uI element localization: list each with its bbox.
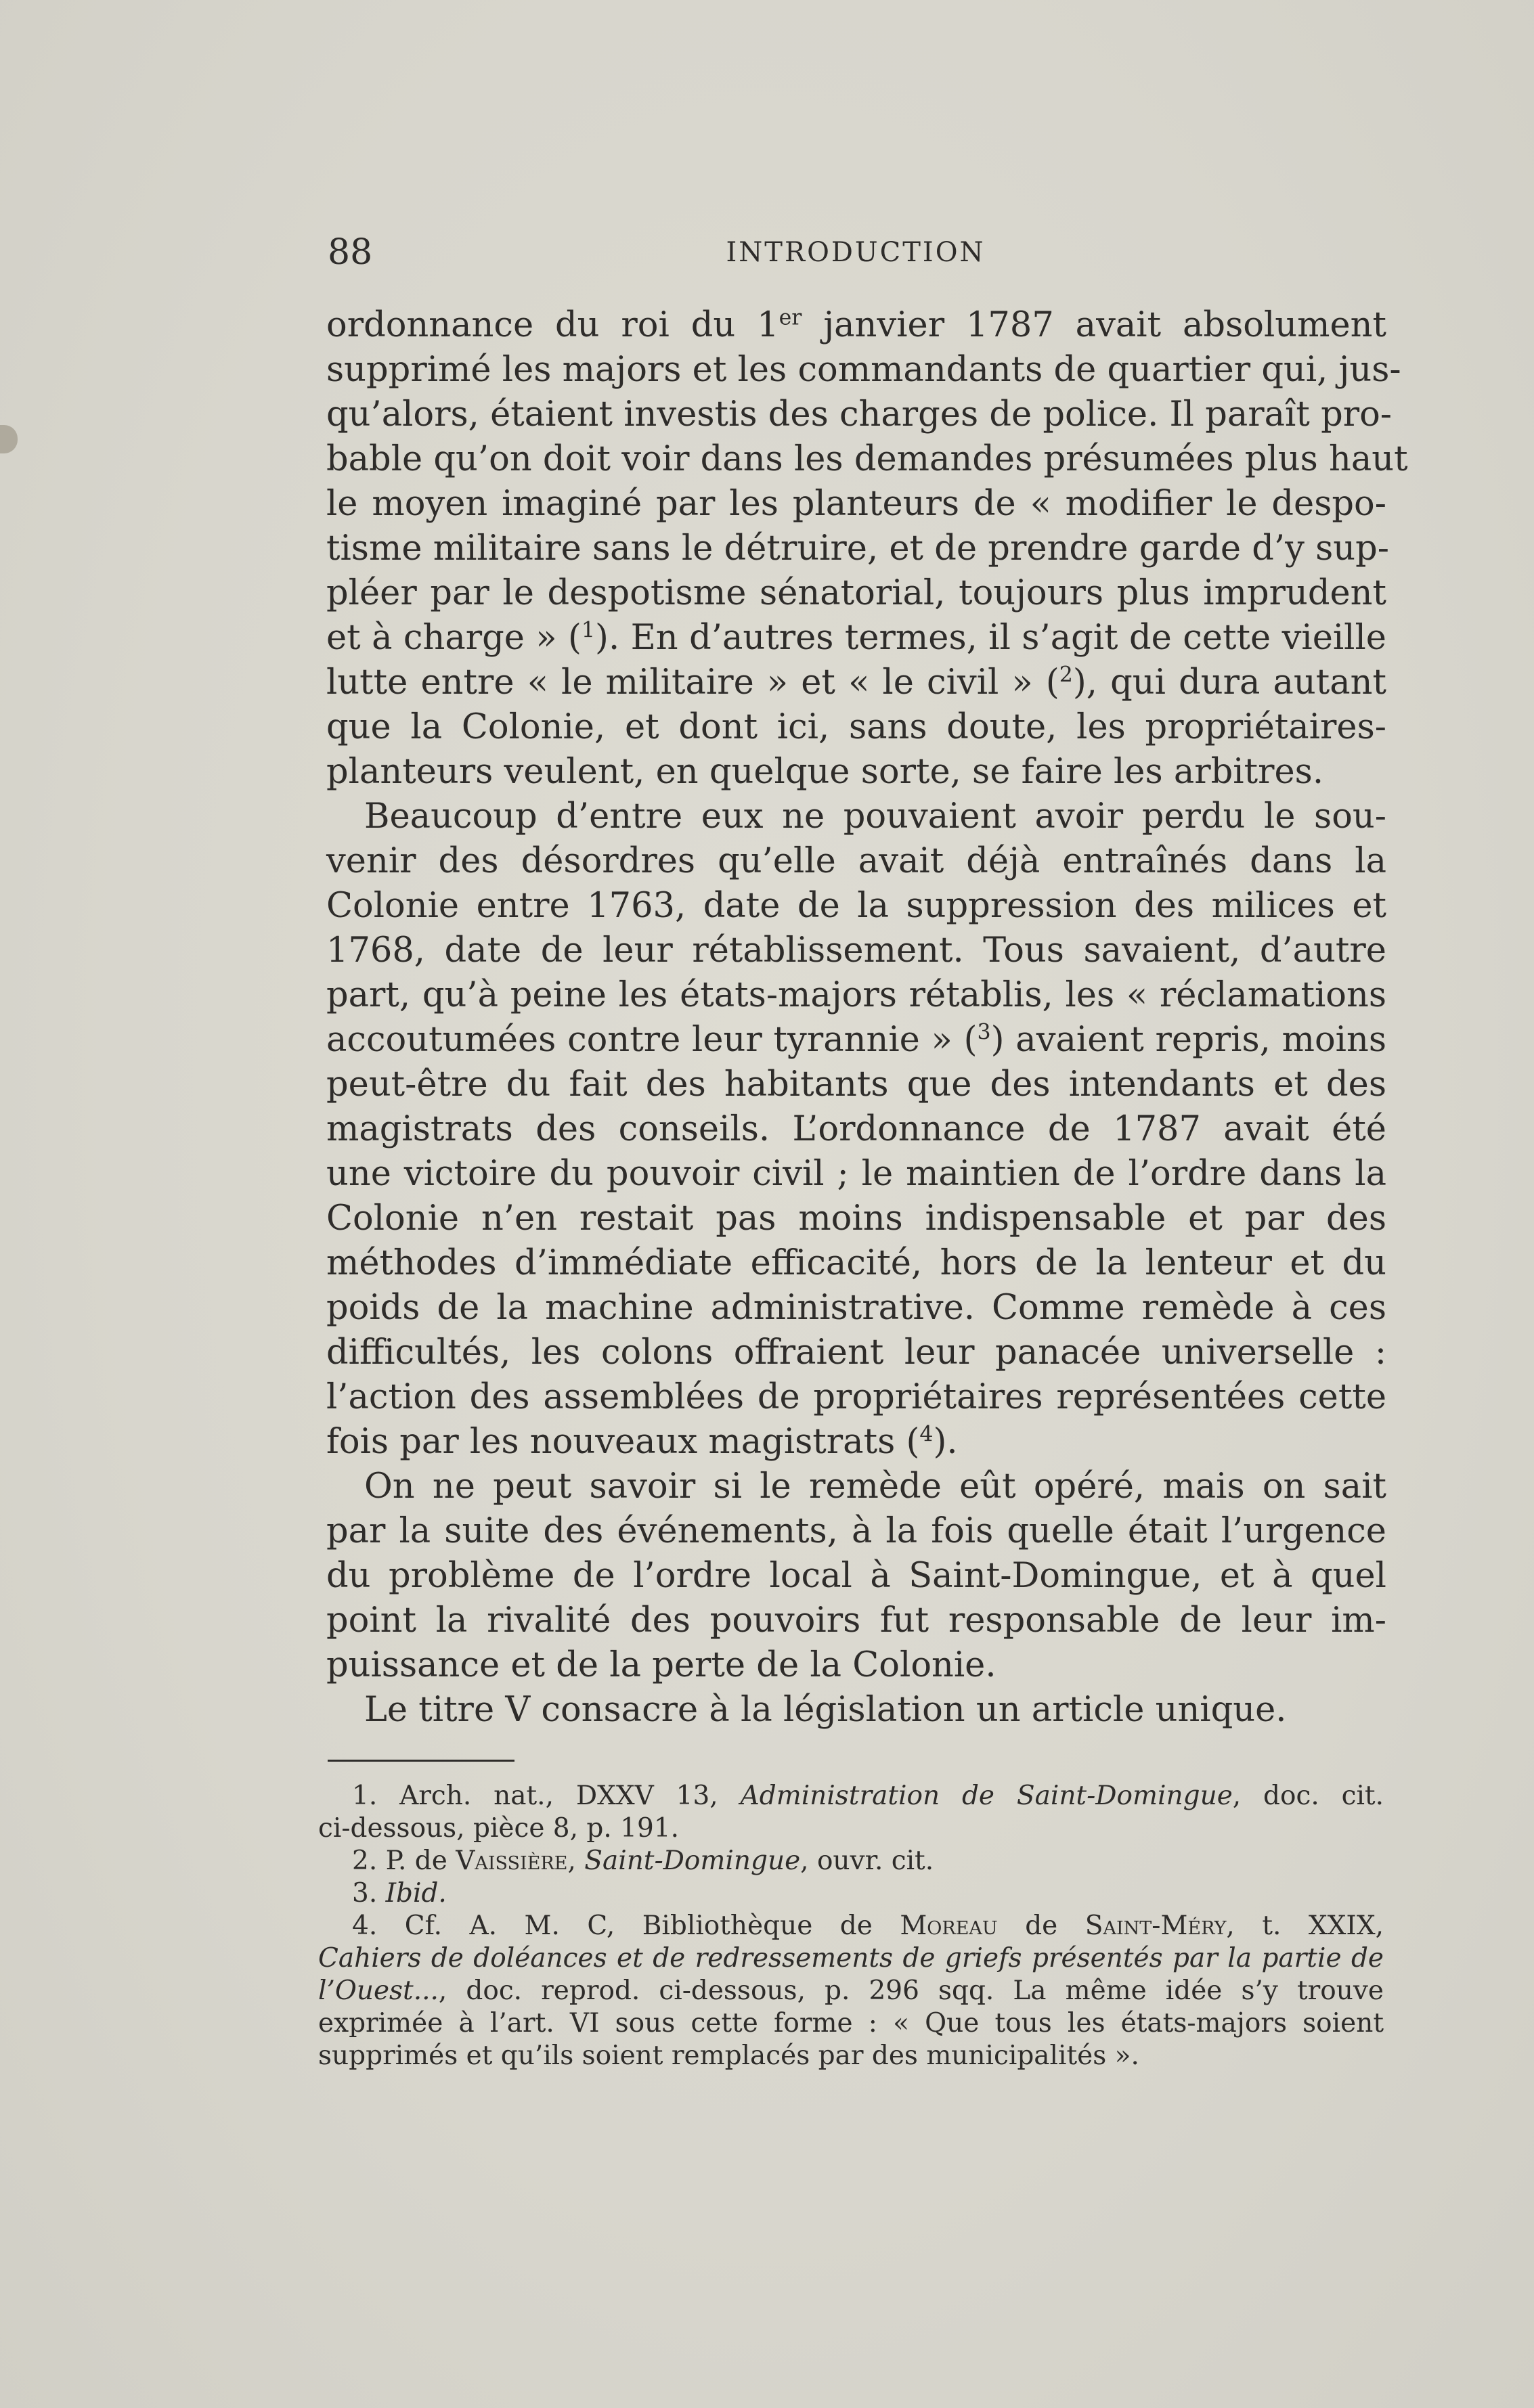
text-line: fois par les nouveaux magistrats ($^4$).	[326, 1422, 958, 1462]
text-line: magistrats des conseils. L’ordonnance de 1787 avait été	[326, 1109, 1386, 1149]
footnote-1: 1. Arch. nat., DXXV 13, Administration de Saint-Domingue, doc. cit.	[352, 1781, 1384, 1811]
text-line: accoutumées contre leur tyrannie » ($^3$) avaient repris, moins	[326, 1020, 1387, 1060]
text-line: méthodes d’immédiate efficacité, hors de la lenteur et du	[326, 1243, 1386, 1283]
text-line: planteurs veulent, en quelque sorte, se faire les arbitres.	[326, 752, 1324, 792]
text-line: que la Colonie, et dont ici, sans doute, les propriétaires-	[326, 707, 1386, 747]
text-line: une victoire du pouvoir civil ; le maintien de l’ordre dans la	[326, 1154, 1386, 1194]
text-line: difficultés, les colons offraient leur panacée universelle :	[326, 1333, 1386, 1373]
text-line: Colonie n’en restait pas moins indispensable et par des	[326, 1199, 1386, 1239]
footnote-3: 3. Ibid.	[352, 1878, 447, 1909]
footnote-separator	[328, 1760, 514, 1762]
footnote-4-continued: l’Ouest..., doc. reprod. ci-dessous, p. 296 sqq. La même idée s’y trouve	[318, 1976, 1384, 2006]
text-line: venir des désordres qu’elle avait déjà entraînés dans la	[326, 841, 1386, 881]
text-line: qu’alors, étaient investis des charges de police. Il paraît pro-	[326, 395, 1393, 434]
footnotes	[318, 1780, 1384, 2072]
text-line: du problème de l’ordre local à Saint-Domingue, et à quel	[326, 1556, 1386, 1596]
text-line: bable qu’on doit voir dans les demandes présumées plus haut	[326, 439, 1408, 479]
page-header	[328, 229, 1384, 276]
text-line: part, qu’à peine les états-majors rétablis, les « réclamations	[326, 975, 1386, 1015]
footnote-4-continued: Cahiers de doléances et de redressements de griefs présentés par la partie de	[318, 1943, 1384, 1974]
text-line: On ne peut savoir si le remède eût opéré, mais on sait	[364, 1467, 1386, 1507]
text-line: point la rivalité des pouvoirs fut responsable de leur im-	[326, 1601, 1386, 1641]
text-line: le moyen imaginé par les planteurs de « modifier le despo-	[326, 484, 1386, 524]
text-line: peut-être du fait des habitants que des intendants et des	[326, 1065, 1386, 1105]
text-line: par la suite des événements, à la fois quelle était l’urgence	[326, 1511, 1386, 1551]
text-line: poids de la machine administrative. Comme remède à ces	[326, 1288, 1386, 1328]
footnote-2: 2. P. de Vaissière, Saint-Domingue, ouvr. cit.	[352, 1846, 934, 1876]
footnote-4-continued: supprimés et qu’ils soient remplacés par des municipalités ».	[318, 2041, 1139, 2071]
text-line: et à charge » ($^1$). En d’autres termes, il s’agit de cette vieille	[326, 618, 1386, 658]
text-line: lutte entre « le militaire » et « le civil » ($^2$), qui dura autant	[326, 663, 1386, 703]
footnote-1-continued: ci-dessous, pièce 8, p. 191.	[318, 1813, 680, 1844]
page-number: 88	[328, 232, 373, 273]
running-head: INTRODUCTION	[726, 237, 986, 268]
text-line: Le titre V consacre à la législation un article unique.	[364, 1690, 1287, 1730]
footnote-4-continued: exprimée à l’art. VI sous cette forme : « Que tous les états-majors soient	[318, 2008, 1384, 2038]
text-line: Beaucoup d’entre eux ne pouvaient avoir perdu le sou-	[364, 797, 1386, 837]
page-edge-stain	[0, 425, 18, 453]
text-line: puissance et de la perte de la Colonie.	[326, 1645, 996, 1685]
text-line: 1768, date de leur rétablissement. Tous savaient, d’autre	[326, 931, 1386, 971]
text-line: pléer par le despotisme sénatorial, toujours plus imprudent	[326, 573, 1386, 613]
footnote-4: 4. Cf. A. M. C, Bibliothèque de Moreau de Saint-Méry, t. XXIX,	[352, 1911, 1384, 1941]
text-line: ordonnance du roi du 1er janvier 1787 avait absolument	[326, 305, 1386, 345]
text-line: supprimé les majors et les commandants de quartier qui, jus-	[326, 350, 1401, 390]
text-line: Colonie entre 1763, date de la suppression des milices et	[326, 886, 1386, 926]
text-line: l’action des assemblées de propriétaires représentées cette	[326, 1377, 1386, 1417]
text-line: tisme militaire sans le détruire, et de prendre garde d’y sup-	[326, 529, 1390, 568]
main-text	[326, 303, 1408, 1733]
